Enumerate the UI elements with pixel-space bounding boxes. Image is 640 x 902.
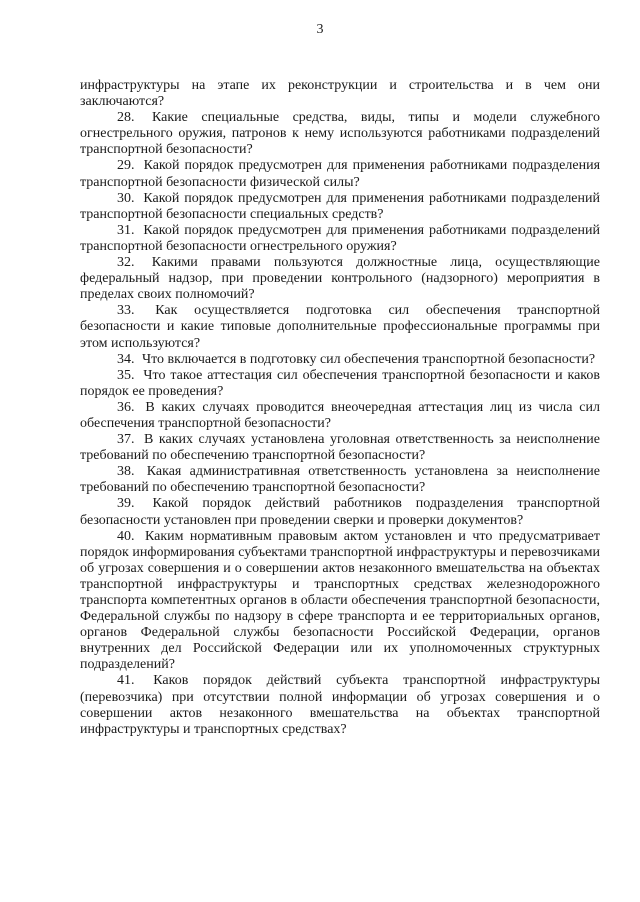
question-text: Какой порядок предусмотрен для применения работниками подразделения транспортной безопасности физической силы? (80, 158, 601, 190)
question-text: Каким нормативным правовым актом установлен и что предусматривает порядок информирования субъектами транспортной инфраструктуры и перевозчиками об угрозах совершения и о совершении актов незаконного вмешательства на объектах транспортной инфраструктуры и транспортных средствах железнодорожного транспорта компетентных органов в области обеспечения транспортной безопасности, Федеральной службы по надзору в сфере транспорта и ее территориальных органов, органов Федеральной службы безопасности Российской Федерации, органов внутренних дел Российской Федерации или их уполномоченных структурных подразделений? (80, 528, 600, 673)
question-32 (80, 255, 600, 303)
question-36 (80, 400, 600, 432)
question-number: 28. (117, 110, 135, 126)
paragraph-text: инфраструктуры на этапе их реконструкции и строительства и в чем они заключаются? (80, 78, 600, 110)
question-30 (80, 191, 600, 223)
question-text: Как осуществляется подготовка сил обеспечения транспортной безопасности и какие типовые дополнительные профессиональные программы при этом используются? (80, 303, 601, 351)
question-number: 34. (117, 351, 135, 367)
question-text: Какой порядок предусмотрен для применения работниками подразделений транспортной безопасности огнестрельного оружия? (80, 222, 601, 254)
question-text: Какая административная ответственность установлена за неисполнение требований по обеспечению транспортной безопасности? (80, 464, 600, 496)
question-text: Какой порядок предусмотрен для применения работниками подразделений транспортной безопасности специальных средств? (80, 190, 601, 222)
question-text: Какие специальные средства, виды, типы и модели служебного огнестрельного оружия, патронов к нему используются работниками подразделений транспортной безопасности? (80, 110, 600, 158)
question-40 (80, 529, 600, 674)
question-text: Что включается в подготовку сил обеспечения транспортной безопасности? (142, 351, 596, 367)
question-number: 31. (117, 222, 135, 238)
question-text: В каких случаях проводится внеочередная аттестация лиц из числа сил обеспечения транспортной безопасности? (80, 399, 601, 431)
question-text: Каков порядок действий субъекта транспортной инфраструктуры (перевозчика) при отсутствии полной информации об угрозах совершения и о совершении актов незаконного вмешательства на объектах транспортной инфраструктуры и транспортных средствах? (80, 673, 600, 737)
question-number: 32. (117, 255, 135, 271)
question-number: 37. (117, 432, 135, 448)
question-38 (80, 464, 600, 496)
question-28 (80, 110, 600, 158)
question-number: 29. (117, 158, 135, 174)
question-text: Какими правами пользуются должностные лица, осуществляющие федеральный надзор, при проведении контрольного (надзорного) мероприятия в пределах своих полномочий? (80, 255, 601, 303)
question-number: 36. (117, 399, 135, 415)
question-34 (80, 352, 600, 368)
question-number: 33. (117, 303, 135, 319)
question-text: Какой порядок действий работников подразделения транспортной безопасности установлен при проведении сверки и проверки документов? (80, 496, 600, 528)
question-37 (80, 432, 600, 464)
page-number: 3 (316, 22, 324, 37)
question-number: 40. (117, 528, 135, 544)
question-number: 38. (117, 464, 135, 480)
document-body (80, 78, 600, 738)
question-39 (80, 496, 600, 528)
question-41 (80, 673, 600, 737)
question-number: 35. (117, 367, 135, 383)
paragraph (80, 78, 600, 110)
question-number: 30. (117, 190, 135, 206)
question-31 (80, 223, 600, 255)
question-35 (80, 368, 600, 400)
question-33 (80, 303, 600, 351)
question-number: 39. (117, 496, 135, 512)
question-29 (80, 158, 600, 190)
question-text: Что такое аттестация сил обеспечения транспортной безопасности и каков порядок ее проведения? (80, 367, 601, 399)
question-text: В каких случаях установлена уголовная ответственность за неисполнение требований по обеспечению транспортной безопасности? (80, 432, 601, 464)
question-number: 41. (117, 673, 135, 689)
